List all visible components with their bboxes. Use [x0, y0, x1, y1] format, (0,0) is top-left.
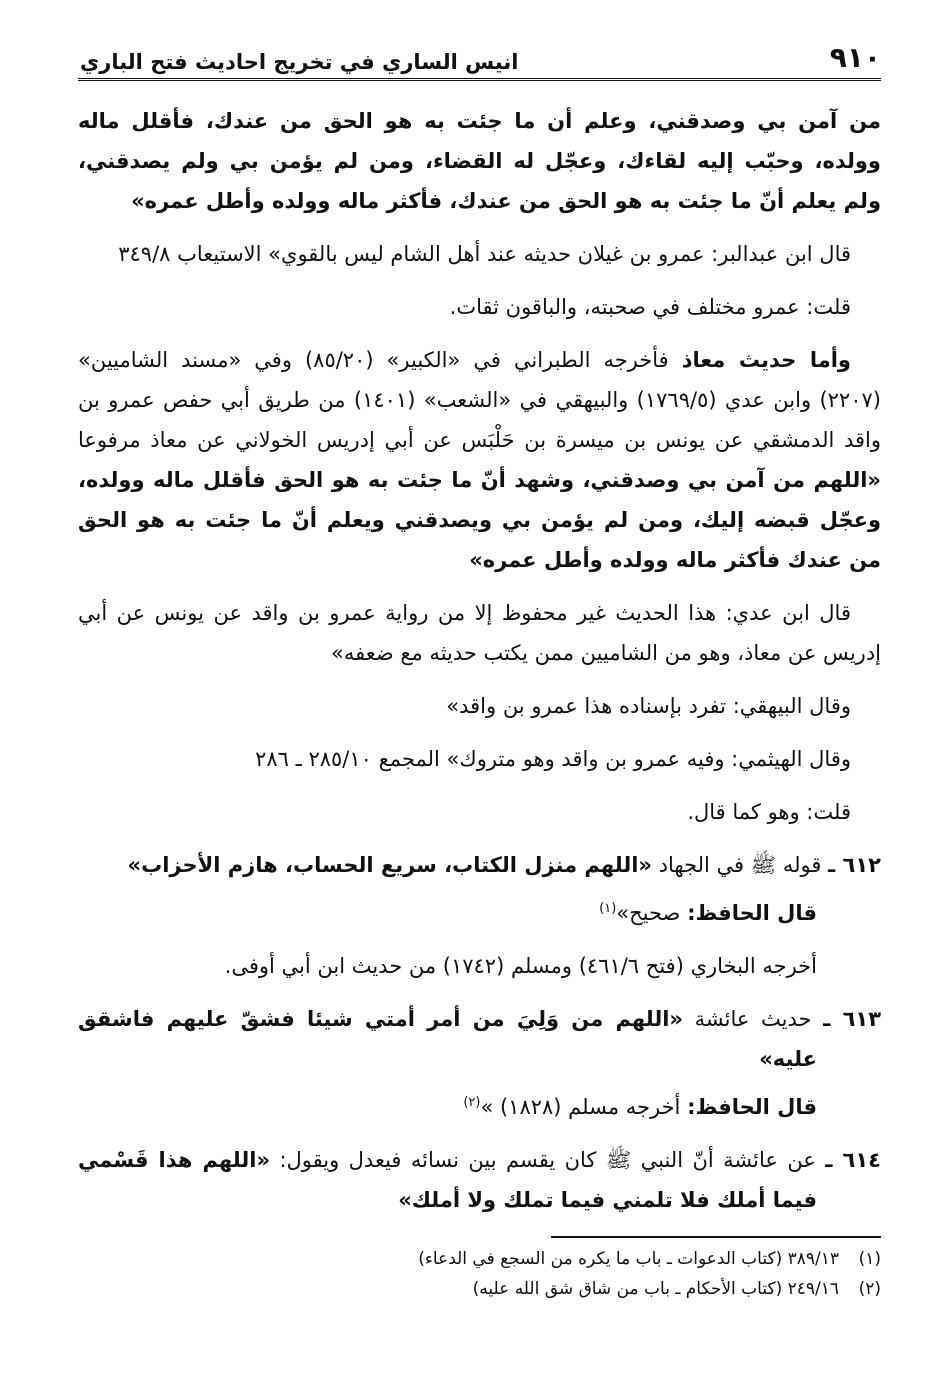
entry-number: ٦١٤ ـ [825, 1148, 881, 1172]
muadh-hadith-paragraph [78, 340, 881, 580]
hafiz-label: قال الحافظ: [687, 901, 817, 925]
footnote-ref: (٢) [463, 1095, 481, 1110]
entry-intro: عن عائشة أنّ النبي ﷺ كان يقسم بين نسائه فيعدل ويقول: [270, 1148, 826, 1172]
hafiz-text: صحيح» [616, 901, 688, 925]
entry-intro: قوله ﷺ في الجهاد [651, 853, 829, 877]
footnote-separator [551, 1236, 881, 1238]
entry-613-hafiz [78, 1087, 881, 1127]
running-title: انيس الساري في تخريج احاديث فتح الباري [80, 50, 519, 74]
entry-quote: «اللهم من وَلِيَ من أمر أمتي شيئا فشقّ عليهم فاشقق عليه» [78, 1007, 817, 1071]
muadh-takhrij: فأخرجه الطبراني في «الكبير» (٨٥/٢٠) وفي «مسند الشاميين» (٢٢٠٧) وابن عدي (١٧٦٩/٥) والبيهقي في «الشعب» (١٤٠١) من طريق أبي حفص عمرو بن واقد الدمشقي عن يونس بن ميسرة بن حَلْبَس عن أبي إدريس الخولاني عن معاذ مرفوعا [78, 348, 881, 452]
entry-612-hafiz [78, 893, 881, 933]
hadith-continuation: من آمن بي وصدقني، وعلم أن ما جئت به هو الحق من عندك، فأقلل ماله وولده، وحبّب إليه لقاءك، وعجّل له القضاء، ومن لم يؤمن بي ولم يصدقني، ولم يعلم أنّ ما جئت به هو الحق من عندك، فأكثر ماله وولده وأطل عمره» [78, 109, 881, 213]
author-remark: قلت: عمرو مختلف في صحبته، والباقون ثقات. [449, 295, 851, 319]
footnote-mark: (١) [858, 1249, 881, 1269]
entry-612 [78, 845, 881, 885]
footnote-text: ٣٨٩/١٣ (كتاب الدعوات ـ باب ما يكره من السجع في الدعاء) [418, 1249, 839, 1269]
footnote-2 [78, 1274, 881, 1304]
footnotes [78, 1244, 881, 1304]
entry-quote: «اللهم منزل الكتاب، سريع الحساب، هازم الأحزاب» [127, 853, 652, 877]
page-body [78, 101, 881, 1220]
entry-intro: حديث عائشة [683, 1007, 824, 1031]
entry-number: ٦١٢ ـ [828, 853, 881, 877]
hafiz-text: أخرجه مسلم (١٨٢٨) » [480, 1095, 688, 1119]
ibn-adi-note: قال ابن عدي: هذا الحديث غير محفوظ إلا من رواية عمرو بن واقد عن يونس عن أبي إدريس عن معاذ، وهو من الشاميين ممن يكتب حديثه مع ضعفه» [78, 601, 881, 665]
page-header [78, 34, 881, 81]
footnote-mark: (٢) [858, 1279, 881, 1299]
footnote-ref: (١) [599, 901, 617, 916]
entry-613 [78, 999, 881, 1079]
bayhaqi-note: وقال البيهقي: تفرد بإسناده هذا عمرو بن واقد» [446, 694, 851, 718]
haythami-note: وقال الهيثمي: وفيه عمرو بن واقد وهو متروك» المجمع ٢٨٥/١٠ ـ ٢٨٦ [255, 747, 851, 771]
entry-614 [78, 1140, 881, 1220]
footnote-text: ٢٤٩/١٦ (كتاب الأحكام ـ باب من شاق شق الله عليه) [472, 1279, 839, 1299]
entry-quote: «اللهم هذا قَسْمي فيما أملك فلا تلمني فيما تملك ولا أملك» [78, 1148, 817, 1212]
page-number: ٩١٠ [829, 41, 881, 74]
author-conclusion: قلت: وهو كما قال. [687, 800, 851, 824]
muadh-lead: وأما حديث معاذ [681, 348, 851, 372]
footnote-1 [78, 1244, 881, 1274]
ibn-abdulbarr-note: قال ابن عبدالبر: عمرو بن غيلان حديثه عند أهل الشام ليس بالقوي» الاستيعاب ٣٤٩/٨ [118, 242, 851, 266]
entry-612-takhrij: أخرجه البخاري (فتح ٤٦١/٦) ومسلم (١٧٤٢) من حديث ابن أبي أوفى. [224, 954, 817, 978]
entry-number: ٦١٣ ـ [823, 1007, 882, 1031]
muadh-quote: «اللهم من آمن بي وصدقني، وشهد أنّ ما جئت به هو الحق فأقلل ماله وولده، وعجّل قبضه إليك، ومن لم يؤمن بي ويصدقني ويعلم أنّ ما جئت به هو الحق من عندك فأكثر ماله وولده وأطل عمره» [78, 468, 881, 572]
hafiz-label: قال الحافظ: [687, 1095, 817, 1119]
